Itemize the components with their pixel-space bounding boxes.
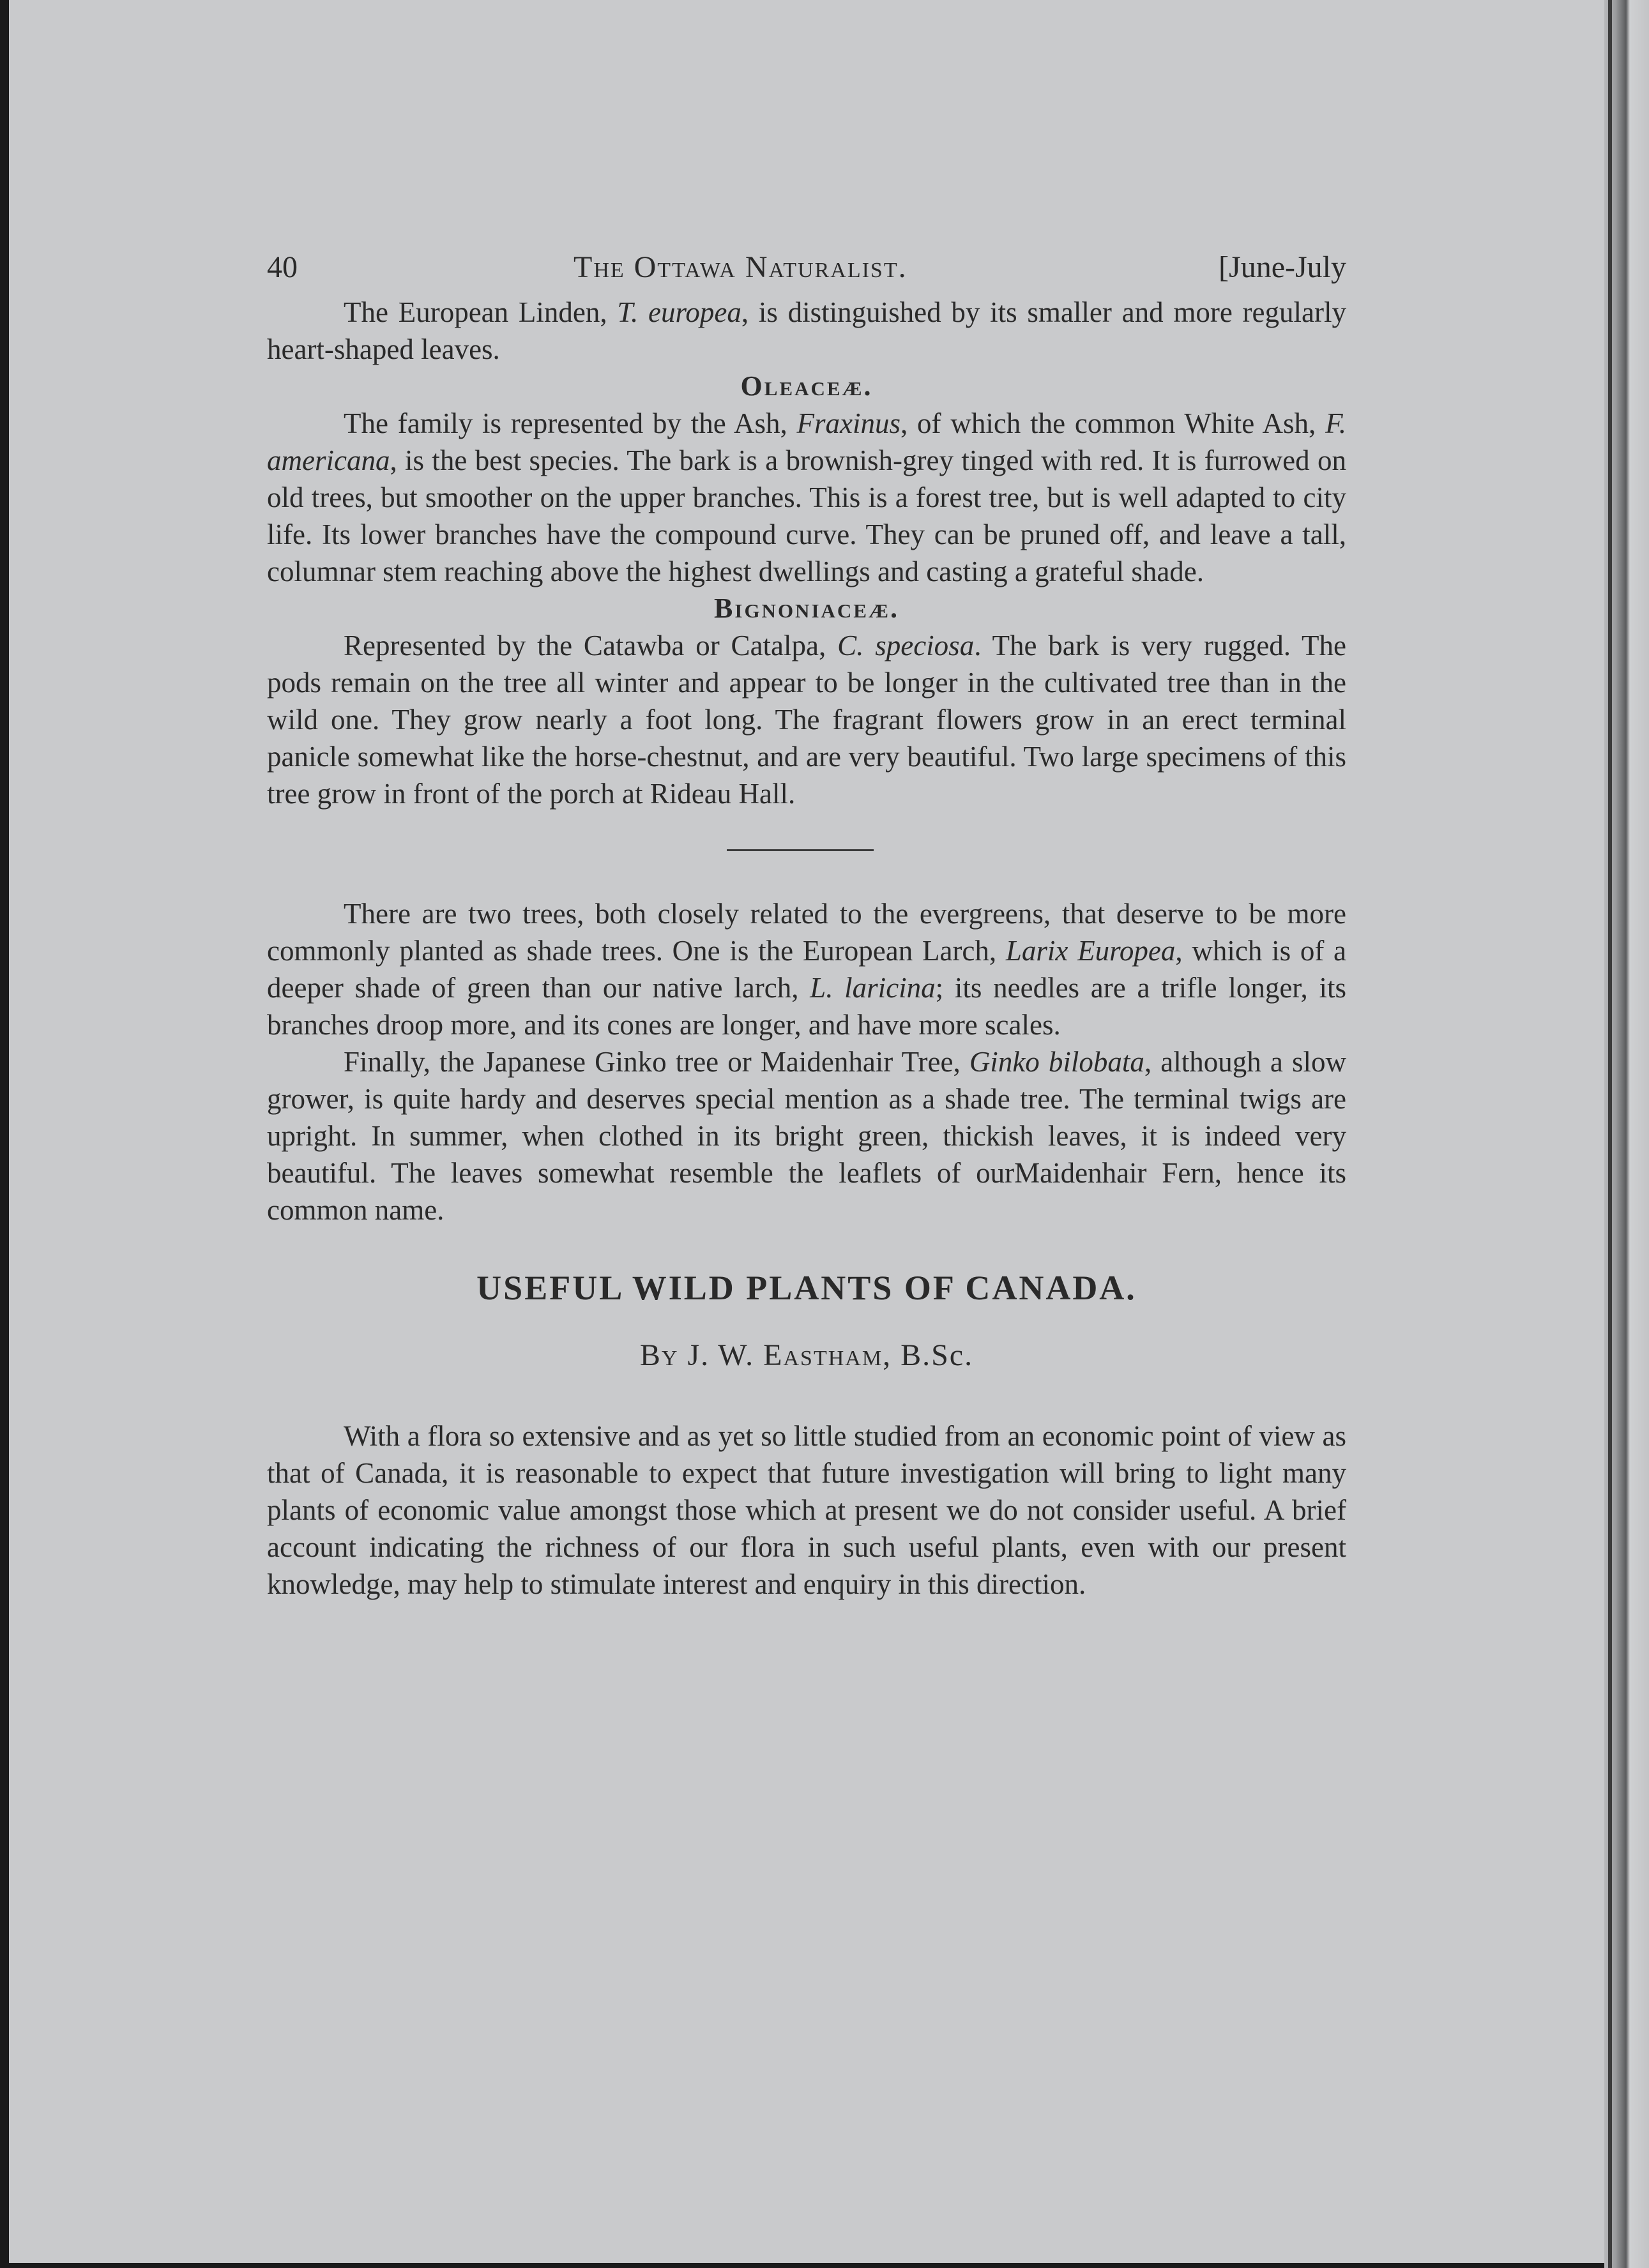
italic-species-name: Ginko bilobata [969,1046,1144,1078]
article-body [267,1418,1346,1603]
family-heading: Bignoniaceæ. [714,593,899,624]
text-run: , which is of a deeper shade of green than our native larch, [267,935,1346,1004]
text-run: , although a slow grower, is quite hardy and deserves special mention as a shade tree. The terminal twigs are upright. In summer, when clothed in its bright green, thickish leaves, it is indeed very beautiful. The leaves somewhat resemble the leaflets of ourMaidenhair Fern, hence its common name. [267,1046,1346,1226]
paragraph [267,895,1346,1043]
text-run: Represented by the Catawba or Catalpa, [344,630,838,662]
page-number: 40 [267,250,298,284]
text-run: ; its needles are a trifle longer, its branches droop more, and its cones are longer, and have more scales. [267,972,1346,1041]
evergreen-notes [267,895,1346,1228]
issue-date: [June-July [1219,250,1346,284]
byline-prefix: By [639,1338,679,1372]
author-degree: , B.Sc. [883,1338,974,1372]
family-sections [267,294,1346,812]
text-run: The family is represented by the Ash, [344,407,797,439]
italic-species-name: L. laricina [810,972,936,1004]
family-heading: Oleaceæ. [740,370,873,402]
italic-species-name: C. speciosa [837,630,975,662]
running-header [267,249,1346,294]
italic-species-name: F. americana [267,407,1346,476]
document-page [267,249,1346,1603]
article-title: USEFUL WILD PLANTS OF CANADA. [476,1269,1137,1307]
italic-species-name: Fraxinus [796,407,901,439]
author-name: J. W. Eastham [687,1338,883,1372]
paragraph [267,1043,1346,1228]
text-run: There are two trees, both closely related to the evergreens, that deserve to be more commonly planted as shade trees. One is the European Larch, [267,898,1346,967]
text-run: . The bark is very rugged. The pods remain on the tree all winter and appear to be longer in the cultivated tree than in the wild one. They grow nearly a foot long. The fragrant flowers grow in an erect terminal panicle somewhat like the horse-chestnut, and are very beautiful. Two large specimens of this tree grow in front of the porch at Rideau Hall. [267,630,1346,810]
paragraph [267,627,1346,812]
journal-title: The Ottawa Naturalist. [574,250,908,284]
paragraph [267,1418,1346,1603]
text-run: Finally, the Japanese Ginko tree or Maidenhair Tree, [344,1046,969,1078]
text-run: , is distinguished by its smaller and more regularly heart-shaped leaves. [267,296,1346,365]
horizontal-rule [727,849,874,851]
paragraph [267,294,1346,368]
paragraph [267,405,1346,590]
text-run: , of which the common White Ash, [900,407,1326,439]
italic-species-name: T. europea [617,296,741,328]
page-edge-line [1608,0,1612,2268]
section-divider [267,812,1346,895]
text-run: The European Linden, [344,296,618,328]
byline [267,1337,1346,1374]
text-run: , is the best species. The bark is a brownish-grey tinged with red. It is furrowed on old trees, but smoother on the upper branches. This is a forest tree, but is well adapted to city life. Its lower branches have the compound curve. They can be pruned off, and leave a tall, columnar stem reaching above the highest dwellings and casting a grateful shade. [267,444,1346,587]
italic-species-name: Larix Europea [1005,935,1176,967]
text-run: With a flora so extensive and as yet so little studied from an economic point of view as that of Canada, it is reasonable to expect that future investigation will bring to light many plants of economic value amongst those which at present we do not consider useful. A brief account indicating the richness of our flora in such useful plants, even with our present knowledge, may help to stimulate interest and enquiry in this direction. [267,1420,1346,1600]
